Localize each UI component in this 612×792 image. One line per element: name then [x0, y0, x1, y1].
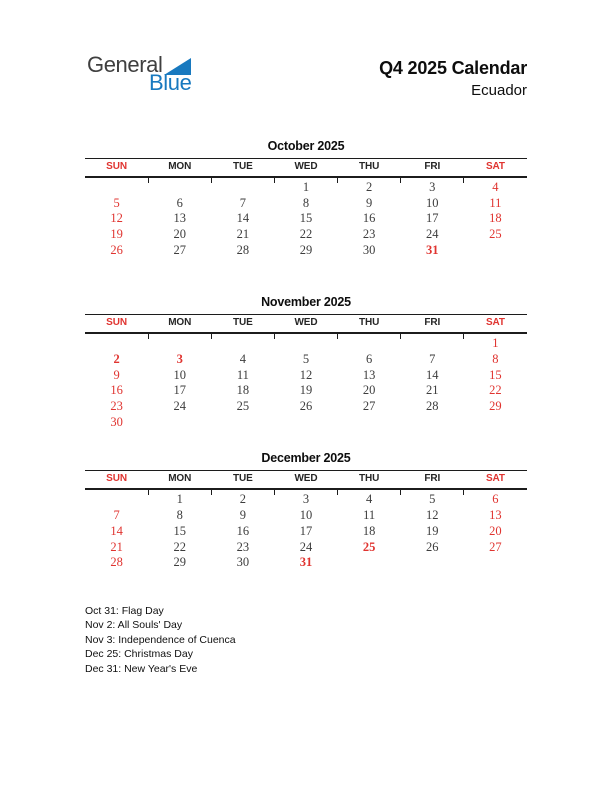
day-cell: 25: [236, 399, 250, 414]
day-cell: 7: [239, 195, 246, 210]
day-header-sat: SAT: [464, 159, 527, 178]
empty-cell: [401, 555, 464, 571]
month-title-december: December 2025: [261, 451, 351, 466]
logo-text-blue: Blue: [149, 70, 192, 95]
day-cell: 27: [173, 242, 186, 257]
week-row: [85, 211, 527, 227]
day-cell: 19: [426, 523, 439, 538]
day-cell: 28: [426, 399, 439, 414]
holiday-note: Nov 2: All Souls' Day: [85, 619, 183, 632]
day-cell: 4: [239, 351, 246, 366]
day-cell: 2: [239, 492, 246, 507]
empty-cell: [85, 571, 148, 587]
day-cell: 11: [489, 195, 502, 210]
empty-cell: [148, 571, 211, 587]
day-cell: 3: [429, 180, 436, 194]
day-cell: 29: [299, 242, 313, 257]
empty-cell: [338, 415, 401, 431]
day-cell: 27: [362, 399, 376, 414]
title-block: [379, 54, 527, 99]
day-header-wed: WED: [274, 315, 337, 334]
day-cell: 5: [429, 492, 436, 507]
day-cell: 13: [173, 211, 186, 226]
week-row: [85, 227, 527, 243]
day-cell: 21: [236, 227, 250, 242]
day-cell: 26: [426, 539, 439, 554]
day-header-row: [85, 159, 527, 178]
day-cell: 26: [299, 399, 313, 414]
day-header-tue: TUE: [211, 471, 274, 490]
day-cell: 17: [173, 383, 186, 398]
empty-cell: [148, 177, 211, 196]
day-cell: 21: [426, 383, 439, 398]
day-cell: 2: [113, 351, 120, 366]
empty-cell: [85, 259, 148, 275]
day-header-tue: TUE: [211, 159, 274, 178]
day-header-tue: TUE: [211, 315, 274, 334]
week-row: [85, 399, 527, 415]
day-cell: 23: [362, 227, 376, 242]
holiday-note: Dec 31: New Year's Eve: [85, 663, 198, 675]
day-header-wed: WED: [274, 471, 337, 490]
day-cell: 22: [489, 383, 502, 398]
day-cell: 24: [173, 399, 186, 414]
day-cell: 12: [299, 367, 313, 382]
empty-cell: [401, 571, 464, 587]
day-cell: 30: [110, 414, 123, 429]
day-cell: 29: [173, 555, 186, 570]
day-cell: 14: [110, 523, 123, 538]
day-cell: 1: [176, 492, 183, 507]
day-cell: 9: [113, 367, 120, 382]
day-cell: 29: [489, 399, 502, 414]
day-cell: 14: [426, 367, 439, 382]
day-cell: 22: [173, 539, 186, 554]
day-cell: 4: [366, 492, 373, 507]
month-october: [85, 139, 527, 274]
day-cell: 16: [236, 523, 250, 538]
month-november: [85, 295, 527, 430]
day-header-sat: SAT: [464, 315, 527, 334]
day-cell: 15: [489, 367, 502, 382]
day-cell: 30: [236, 555, 250, 570]
day-header-thu: THU: [338, 471, 401, 490]
day-cell: 28: [236, 242, 250, 257]
day-header-sun: SUN: [85, 471, 148, 490]
empty-cell: [464, 415, 527, 431]
empty-cell: [148, 333, 211, 352]
week-row: [85, 540, 527, 556]
day-header-sat: SAT: [464, 471, 527, 490]
day-cell: 18: [362, 523, 376, 538]
week-row: [85, 415, 527, 431]
day-cell: 26: [110, 242, 123, 257]
day-cell: 16: [362, 211, 376, 226]
empty-cell: [464, 243, 527, 259]
month-title-november: November 2025: [261, 295, 351, 310]
week-row: [85, 177, 527, 196]
empty-cell: [338, 333, 401, 352]
empty-cell: [274, 259, 337, 275]
day-header-mon: MON: [148, 159, 211, 178]
day-cell: 8: [176, 508, 183, 523]
day-cell: 15: [173, 523, 186, 538]
day-cell: 7: [429, 351, 436, 366]
day-cell: 2: [366, 180, 373, 194]
day-cell: 9: [239, 508, 246, 523]
empty-cell: [211, 259, 274, 275]
week-row: [85, 368, 527, 384]
empty-cell: [464, 571, 527, 587]
day-cell: 16: [110, 383, 123, 398]
day-cell: 19: [110, 227, 123, 242]
week-row: [85, 508, 527, 524]
empty-cell: [211, 571, 274, 587]
empty-cell: [85, 489, 148, 508]
empty-cell: [148, 259, 211, 275]
empty-cell: [85, 333, 148, 352]
week-row: [85, 196, 527, 212]
day-cell: 28: [110, 555, 123, 570]
day-cell: 30: [362, 242, 376, 257]
day-cell: 25: [489, 227, 502, 242]
day-cell: 18: [489, 211, 502, 226]
day-cell: 4: [492, 180, 499, 194]
general-blue-logo: [85, 54, 191, 94]
day-cell: 25: [362, 539, 376, 554]
day-header-mon: MON: [148, 471, 211, 490]
day-header-sun: SUN: [85, 159, 148, 178]
day-cell: 17: [299, 523, 313, 538]
day-cell: 27: [489, 539, 502, 554]
week-row: [85, 489, 527, 508]
holiday-note: Dec 25: Christmas Day: [85, 648, 193, 661]
day-cell: 6: [366, 351, 373, 366]
day-cell: 21: [110, 539, 123, 554]
day-header-fri: FRI: [401, 315, 464, 334]
empty-cell: [274, 571, 337, 587]
day-cell: 10: [426, 195, 439, 210]
empty-cell: [211, 333, 274, 352]
holiday-list: [85, 604, 527, 677]
day-cell: 17: [426, 211, 439, 226]
day-cell: 22: [299, 227, 313, 242]
day-cell: 20: [489, 523, 502, 538]
page-subtitle: Ecuador: [471, 82, 527, 99]
day-cell: 31: [426, 242, 439, 257]
holiday-note: Oct 31: Flag Day: [85, 604, 164, 617]
day-header-thu: THU: [338, 315, 401, 334]
day-header-row: [85, 315, 527, 334]
empty-cell: [274, 333, 337, 352]
empty-cell: [338, 555, 401, 571]
day-cell: 12: [426, 508, 439, 523]
empty-cell: [211, 177, 274, 196]
day-cell: 20: [173, 227, 186, 242]
day-cell: 8: [492, 351, 499, 366]
day-header-wed: WED: [274, 159, 337, 178]
day-header-mon: MON: [148, 315, 211, 334]
day-cell: 3: [302, 492, 310, 507]
day-cell: 9: [366, 195, 373, 210]
day-cell: 5: [302, 351, 310, 366]
empty-cell: [85, 177, 148, 196]
empty-cell: [338, 571, 401, 587]
day-cell: 18: [236, 383, 250, 398]
calendar-table-december: [85, 470, 527, 586]
week-row: [85, 243, 527, 259]
day-cell: 13: [362, 367, 376, 382]
week-row: [85, 333, 527, 352]
calendar-table-october: [85, 158, 527, 274]
week-row: [85, 259, 527, 275]
day-cell: 20: [362, 383, 376, 398]
week-row: [85, 524, 527, 540]
day-header-sun: SUN: [85, 315, 148, 334]
week-row: [85, 571, 527, 587]
day-cell: 3: [176, 351, 183, 366]
empty-cell: [211, 415, 274, 431]
empty-cell: [464, 555, 527, 571]
day-cell: 24: [299, 539, 313, 554]
day-cell: 14: [236, 211, 250, 226]
week-row: [85, 352, 527, 368]
holiday-note: Nov 3: Independence of Cuenca: [85, 633, 236, 646]
day-cell: 11: [236, 367, 249, 382]
day-cell: 6: [176, 195, 183, 210]
page-title: Q4 2025 Calendar: [379, 58, 527, 78]
day-cell: 23: [236, 539, 250, 554]
month-december: [85, 451, 527, 586]
day-cell: 13: [489, 508, 502, 523]
day-cell: 10: [173, 367, 186, 382]
day-cell: 6: [492, 492, 499, 507]
day-header-row: [85, 471, 527, 490]
day-cell: 1: [302, 180, 310, 194]
day-cell: 31: [299, 555, 313, 570]
calendar-table-november: [85, 314, 527, 430]
day-cell: 19: [299, 383, 313, 398]
day-cell: 11: [363, 508, 376, 523]
day-cell: 5: [113, 195, 120, 210]
empty-cell: [148, 415, 211, 431]
page-header: [85, 54, 527, 118]
empty-cell: [274, 415, 337, 431]
logo-text-general: General: [87, 52, 163, 77]
day-cell: 12: [110, 211, 123, 226]
day-cell: 1: [492, 336, 499, 351]
empty-cell: [401, 259, 464, 275]
week-row: [85, 383, 527, 399]
empty-cell: [401, 333, 464, 352]
day-cell: 7: [113, 508, 120, 523]
day-header-fri: FRI: [401, 471, 464, 490]
day-cell: 8: [302, 195, 310, 210]
week-row: [85, 555, 527, 571]
day-cell: 24: [426, 227, 439, 242]
day-cell: 23: [110, 399, 123, 414]
day-cell: 15: [299, 211, 313, 226]
empty-cell: [464, 259, 527, 275]
day-header-thu: THU: [338, 159, 401, 178]
empty-cell: [338, 259, 401, 275]
day-header-fri: FRI: [401, 159, 464, 178]
day-cell: 10: [299, 508, 313, 523]
month-title-october: October 2025: [267, 139, 345, 153]
empty-cell: [401, 415, 464, 431]
